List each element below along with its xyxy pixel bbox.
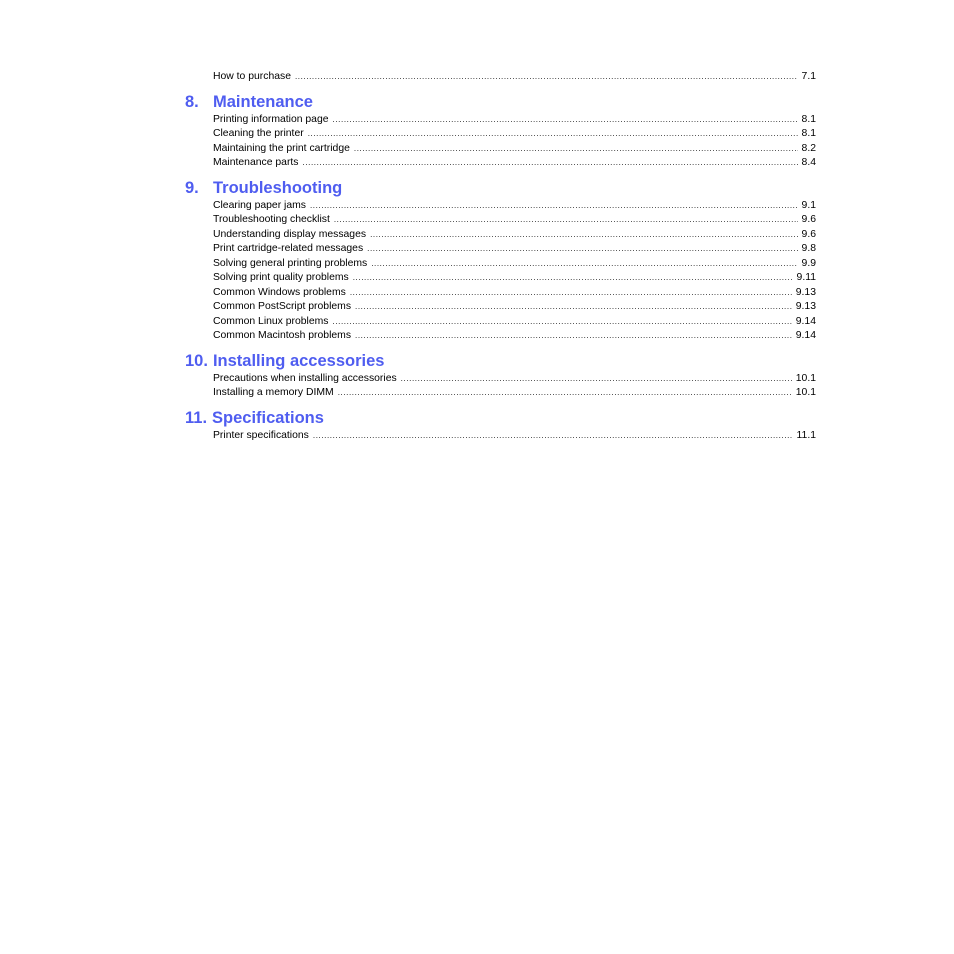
toc-entry-label: Maintaining the print cartridge	[213, 142, 350, 154]
toc-entry[interactable]	[213, 429, 816, 444]
dot-leader	[401, 372, 792, 387]
toc-entry-page: 9.6	[801, 214, 816, 225]
toc-entry[interactable]	[213, 199, 816, 214]
toc-entry-page: 10.1	[795, 372, 816, 384]
section-title: Maintenance	[213, 92, 313, 111]
dot-leader	[333, 113, 798, 128]
toc-entry-label: Solving general printing problems	[213, 257, 368, 269]
dot-leader	[350, 286, 792, 301]
section-number: 8.	[185, 92, 199, 111]
toc-entry-label: Solving print quality problems	[213, 272, 349, 283]
dot-leader	[302, 156, 797, 171]
toc-entry-label: Understanding display messages	[213, 228, 367, 240]
dot-leader	[295, 70, 798, 85]
toc-entry-page: 7.1	[801, 71, 816, 82]
section-title: Troubleshooting	[213, 178, 343, 197]
toc-entry-label: Precautions when installing accessories	[213, 372, 397, 384]
toc-entry-page: 9.9	[801, 257, 816, 269]
toc-entry-page: 8.4	[801, 157, 816, 168]
toc-entry-label: Printing information page	[213, 113, 329, 125]
toc-entry-page: 8.1	[801, 128, 816, 139]
dot-leader	[367, 242, 797, 257]
toc-entry-page: 9.6	[801, 228, 816, 240]
toc-entry[interactable]	[213, 271, 816, 286]
dot-leader	[370, 228, 797, 243]
dot-leader	[338, 386, 792, 401]
toc-entry[interactable]	[213, 156, 816, 171]
toc-entry-page: 9.11	[796, 272, 816, 283]
toc-entry-label: Common PostScript problems	[213, 301, 352, 312]
section-heading[interactable]	[185, 91, 816, 113]
section-number: 9.	[185, 178, 199, 197]
toc-section-installing-accessories	[185, 350, 816, 401]
toc-entry-label: Print cartridge-related messages	[213, 243, 364, 254]
toc-entry[interactable]	[213, 329, 816, 344]
toc-entry[interactable]	[213, 242, 816, 257]
toc-entry-page: 8.1	[801, 113, 816, 125]
toc-section-troubleshooting	[185, 177, 816, 344]
dot-leader	[355, 300, 792, 315]
section-heading[interactable]	[185, 177, 816, 199]
toc-section-specifications	[185, 407, 816, 444]
toc-entry-page: 10.1	[795, 387, 816, 398]
toc-entry-label: Printer specifications	[213, 429, 309, 441]
toc-entry-page: 9.1	[801, 199, 816, 211]
toc-section-maintenance	[185, 91, 816, 171]
toc-entry-page: 9.13	[795, 286, 816, 298]
dot-leader	[333, 315, 792, 330]
toc-entry-label: Maintenance parts	[213, 157, 299, 168]
section-number: 11.	[185, 408, 208, 427]
toc-entry-label: Clearing paper jams	[213, 199, 306, 211]
toc-entry[interactable]	[213, 228, 816, 243]
dot-leader	[371, 257, 797, 272]
dot-leader	[355, 329, 792, 344]
toc-entry-page: 11.1	[796, 429, 816, 441]
toc-entry-label: How to purchase	[213, 71, 291, 82]
toc-entry-label: Common Linux problems	[213, 315, 329, 327]
section-heading[interactable]	[185, 407, 816, 429]
toc-entry-page: 9.8	[801, 243, 816, 254]
toc-entry[interactable]	[213, 113, 816, 128]
toc-entry-label: Common Windows problems	[213, 286, 346, 298]
toc-entry[interactable]	[213, 127, 816, 142]
dot-leader	[334, 213, 798, 228]
dot-leader	[353, 271, 793, 286]
toc-entry-label: Common Macintosh problems	[213, 330, 352, 341]
toc-entry[interactable]	[213, 386, 816, 401]
dot-leader	[308, 127, 798, 142]
toc-entry[interactable]	[213, 372, 816, 387]
dot-leader	[313, 429, 793, 444]
section-title: Installing accessories	[212, 351, 385, 370]
toc-entry-page: 9.14	[795, 330, 816, 341]
section-heading[interactable]	[185, 350, 816, 372]
toc-entry[interactable]	[213, 300, 816, 315]
toc-entry-label: Troubleshooting checklist	[213, 214, 330, 225]
toc-entry[interactable]	[213, 257, 816, 272]
dot-leader	[310, 199, 798, 214]
toc-entry[interactable]	[213, 70, 816, 85]
section-number: 10.	[185, 351, 208, 370]
toc-entry[interactable]	[213, 213, 816, 228]
toc-entry-page: 8.2	[801, 142, 816, 154]
toc-entry[interactable]	[213, 142, 816, 157]
dot-leader	[354, 142, 798, 157]
table-of-contents	[185, 70, 816, 443]
toc-entry[interactable]	[213, 286, 816, 301]
toc-entry-page: 9.13	[795, 301, 816, 312]
toc-entry[interactable]	[213, 315, 816, 330]
section-title: Specifications	[212, 408, 324, 427]
toc-entry-page: 9.14	[795, 315, 816, 327]
toc-entry-label: Cleaning the printer	[213, 128, 304, 139]
toc-entry-label: Installing a memory DIMM	[213, 387, 334, 398]
